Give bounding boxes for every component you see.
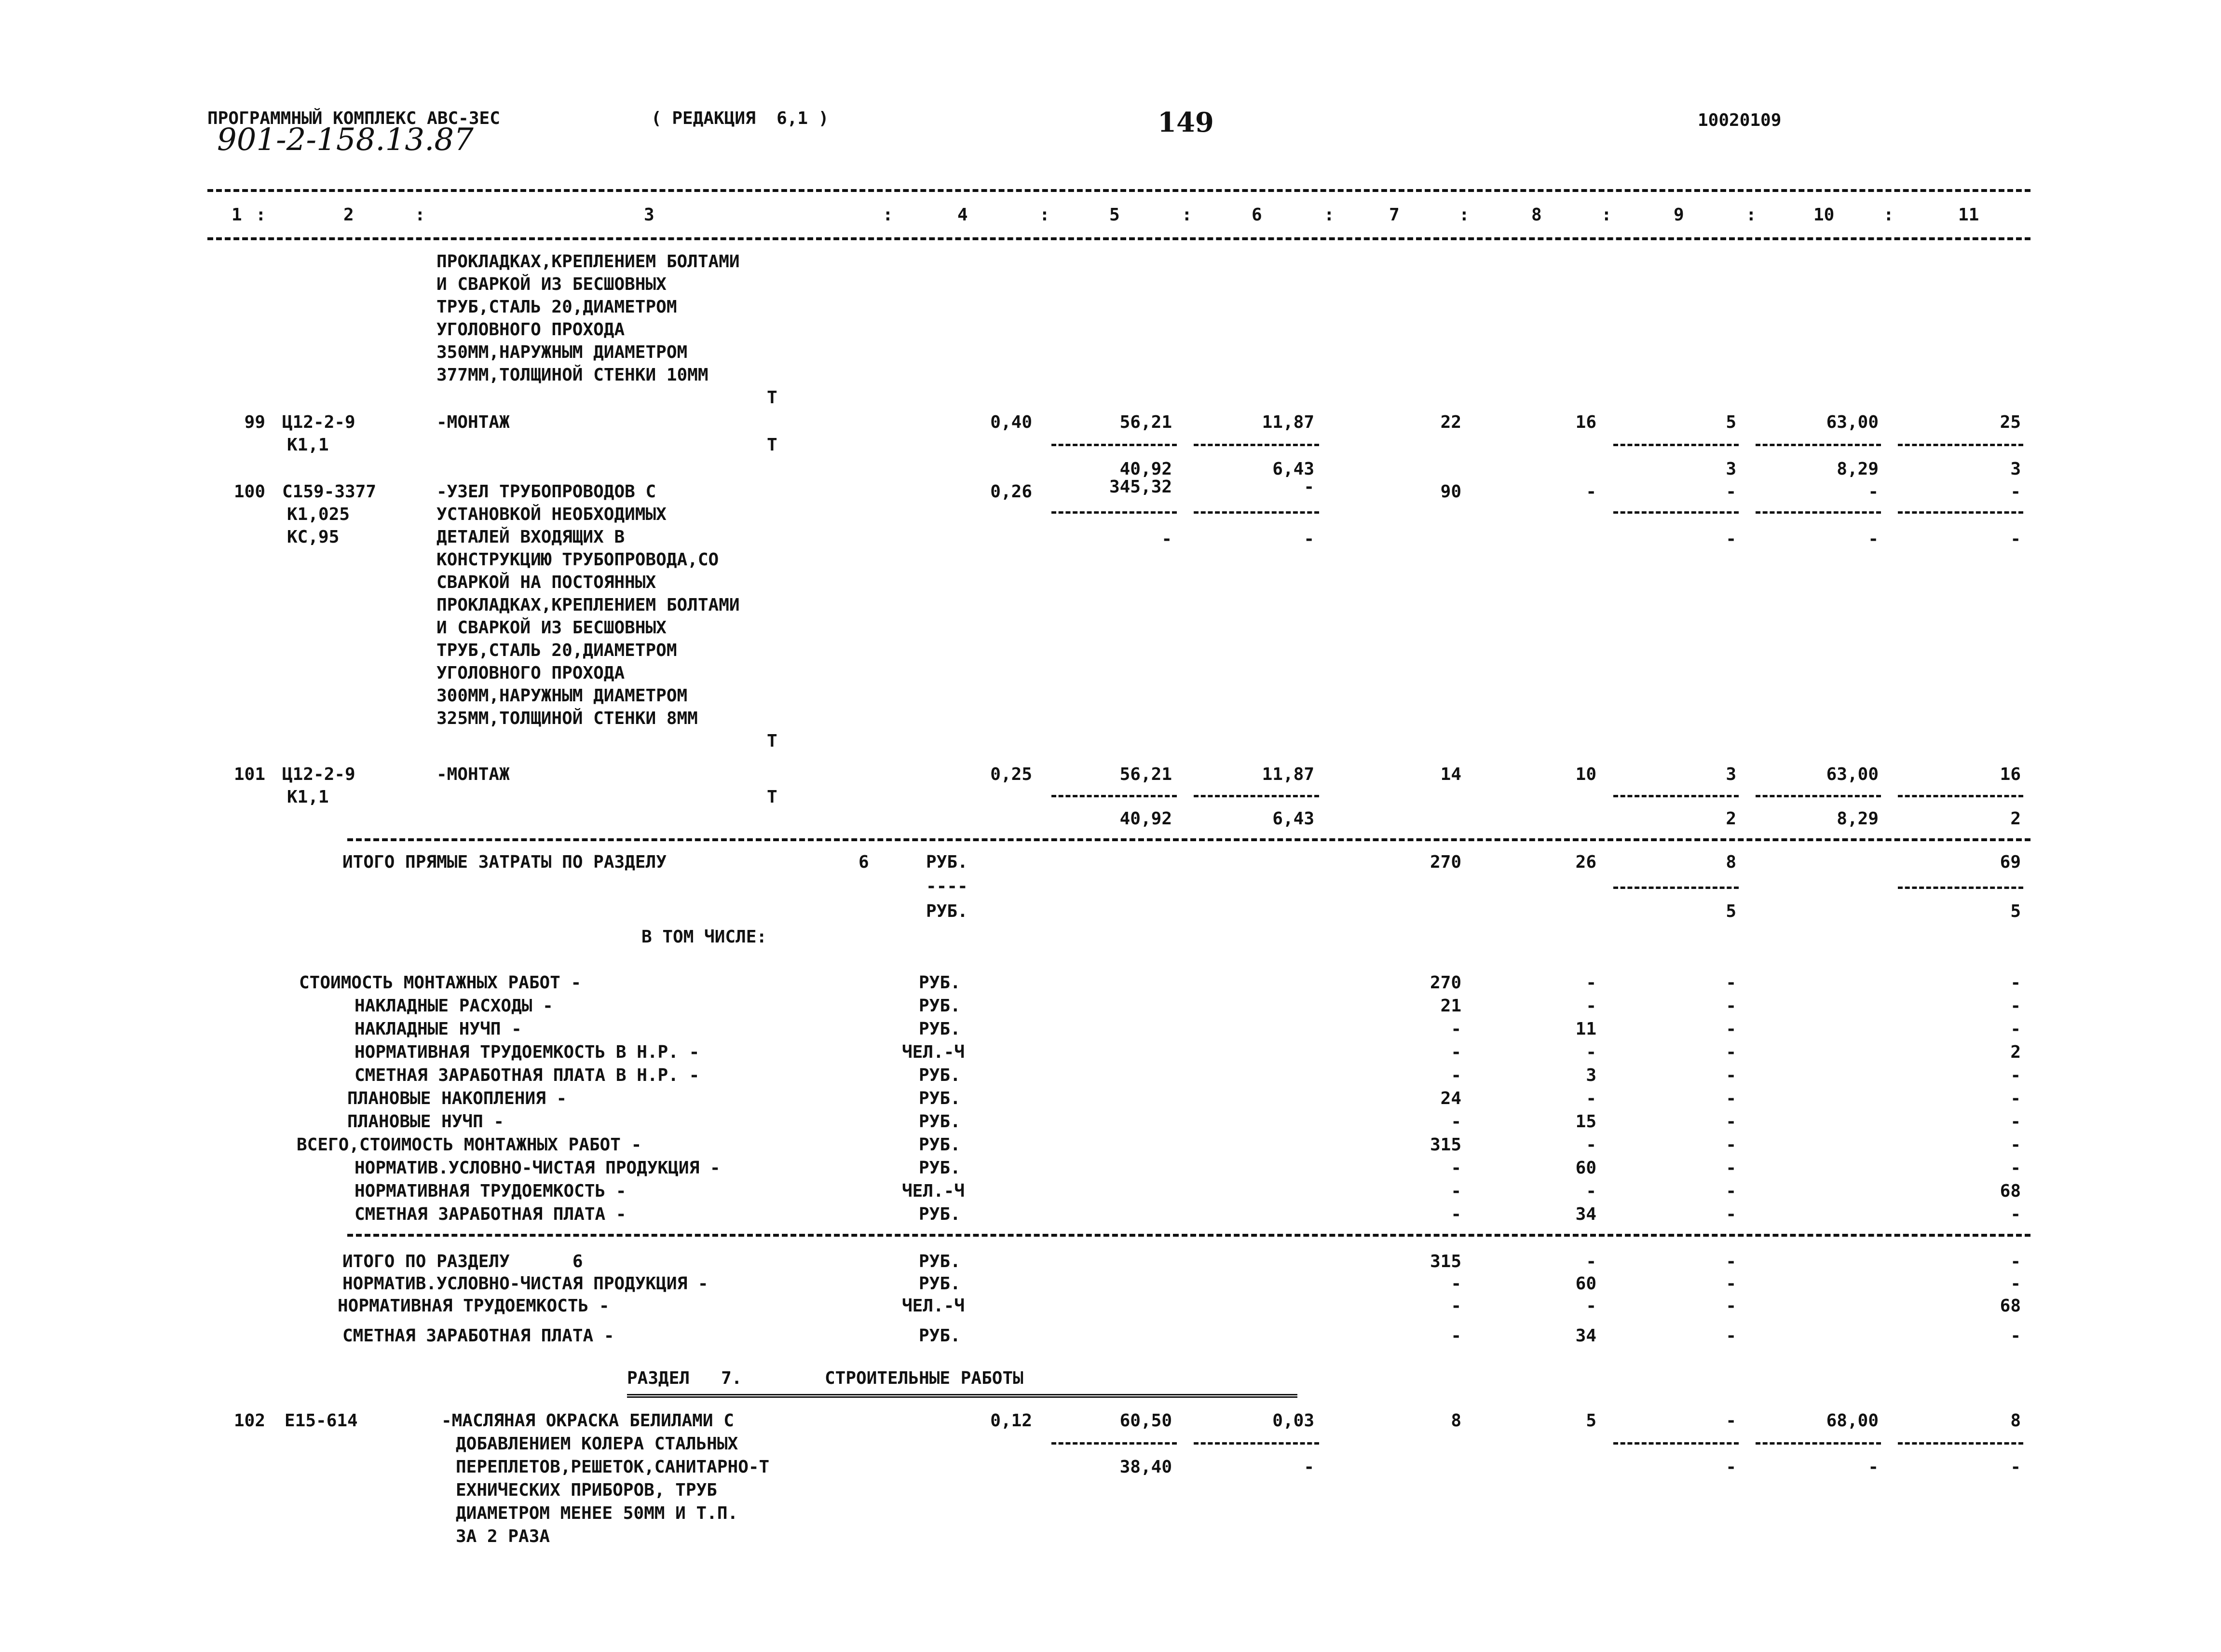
cell-separator xyxy=(1756,511,1881,514)
cell-total-cost: 8 xyxy=(1451,1411,1461,1431)
cell-col10: - xyxy=(1868,482,1879,502)
item-name-line: ПРОКЛАДКАХ,КРЕПЛЕНИЕМ БОЛТАМИ xyxy=(436,595,740,615)
edition-label: ( РЕДАКЦИЯ 6,1 ) xyxy=(651,109,829,128)
cell-unit-cost: 56,21 xyxy=(1119,765,1172,784)
breakdown-label: НАКЛАДНЫЕ НУЧП - xyxy=(354,1019,522,1039)
cell-total-cost: 270 xyxy=(1430,973,1461,993)
cell-unit-cost: 345,32 xyxy=(1109,477,1172,497)
cell-col9: 3 xyxy=(1726,765,1736,784)
section-total-unit: РУБ. xyxy=(919,1326,961,1346)
section-7-label: РАЗДЕЛ 7. xyxy=(627,1368,742,1388)
col-divider: : xyxy=(1746,205,1757,225)
cell-col9: - xyxy=(1726,1296,1736,1316)
cell-separator xyxy=(1898,795,2023,797)
cell-col11: 8 xyxy=(2010,1411,2021,1431)
cell-col9: - xyxy=(1726,1065,1736,1085)
cell-separator xyxy=(1613,511,1739,514)
cell-wages: 60 xyxy=(1575,1158,1596,1178)
total-unit: РУБ. xyxy=(926,852,968,872)
item-name: -МОНТАЖ xyxy=(436,765,510,784)
cell-col10: 63,00 xyxy=(1826,412,1879,432)
breakdown-unit: РУБ. xyxy=(919,1204,961,1224)
item-name-line: КОНСТРУКЦИЮ ТРУБОПРОВОДА,СО xyxy=(436,550,719,570)
cell-col11: - xyxy=(2010,1204,2021,1224)
cell-total-cost: 21 xyxy=(1440,996,1461,1016)
description-line: 350ММ,НАРУЖНЫМ ДИАМЕТРОМ xyxy=(436,342,688,362)
cell-col11: - xyxy=(2010,1065,2021,1085)
cell-total-cost: 315 xyxy=(1430,1135,1461,1155)
cell-col11-sub: 2 xyxy=(2010,809,2021,829)
breakdown-unit: РУБ. xyxy=(919,1158,961,1178)
cell-col11: 69 xyxy=(2000,852,2021,872)
item-name-line: ЗА 2 РАЗА xyxy=(456,1527,550,1546)
cell-col11: 68 xyxy=(2000,1296,2021,1316)
item-name-line: ТРУБ,СТАЛЬ 20,ДИАМЕТРОМ xyxy=(436,641,677,660)
cell-col9: - xyxy=(1726,996,1736,1016)
breakdown-label: НОРМАТИВНАЯ ТРУДОЕМКОСТЬ В Н.Р. - xyxy=(354,1042,700,1062)
cell-total-cost: - xyxy=(1451,1181,1461,1201)
cell-separator xyxy=(1051,795,1177,797)
cell-separator xyxy=(1051,444,1177,446)
cell-col9: 8 xyxy=(1726,852,1736,872)
cell-col9: - xyxy=(1726,482,1736,502)
cell-separator xyxy=(1898,1442,2023,1445)
cell-total-cost: - xyxy=(1451,1204,1461,1224)
cell-col11: 25 xyxy=(2000,412,2021,432)
cell-separator xyxy=(1756,795,1881,797)
cell-wages: - xyxy=(1586,482,1596,502)
coefficient: К1,025 xyxy=(287,505,350,524)
coefficient: К1,1 xyxy=(287,435,329,455)
cell-total-cost: - xyxy=(1451,1274,1461,1294)
cell-col9: - xyxy=(1726,973,1736,993)
cell-machine-cost-wage: - xyxy=(1304,1457,1314,1477)
header-rule-bottom xyxy=(207,237,2030,240)
program-title: ПРОГРАММНЫЙ КОМПЛЕКС АВС-3ЕС xyxy=(207,109,500,128)
cell-wages: - xyxy=(1586,973,1596,993)
cell-col9: - xyxy=(1726,1411,1736,1431)
breakdown-label: СТОИМОСТЬ МОНТАЖНЫХ РАБОТ - xyxy=(299,973,582,993)
cell-col9-sub: 5 xyxy=(1726,901,1736,921)
cell-wages: 11 xyxy=(1575,1019,1596,1039)
norm-code: Ц12-2-9 xyxy=(282,765,355,784)
cell-col10-sub: 8,29 xyxy=(1837,459,1879,479)
cell-unit-cost-wage: 40,92 xyxy=(1119,809,1172,829)
cell-col11: - xyxy=(2010,1019,2021,1039)
item-name: -МОНТАЖ xyxy=(436,412,510,432)
cell-total-cost: - xyxy=(1451,1019,1461,1039)
cell-wages: 10 xyxy=(1575,765,1596,784)
cell-col11: 68 xyxy=(2000,1181,2021,1201)
cell-col11: - xyxy=(2010,996,2021,1016)
section-total-label: НОРМАТИВ.УСЛОВНО-ЧИСТАЯ ПРОДУКЦИЯ - xyxy=(342,1274,709,1294)
col-header-2: 2 xyxy=(343,205,354,225)
cell-col10: 68,00 xyxy=(1826,1411,1879,1431)
cell-col9: - xyxy=(1726,1204,1736,1224)
cell-col10-sub: - xyxy=(1868,529,1879,549)
cell-unit-cost-wage: 38,40 xyxy=(1119,1457,1172,1477)
row-number: 102 xyxy=(233,1411,265,1431)
col-divider: : xyxy=(1324,205,1335,225)
cell-wages: - xyxy=(1586,1089,1596,1108)
cell-col10-sub: - xyxy=(1868,1457,1879,1477)
cell-separator xyxy=(1898,887,2023,889)
cell-wages: 3 xyxy=(1586,1065,1596,1085)
cell-col11: - xyxy=(2010,1158,2021,1178)
col-header-4: 4 xyxy=(957,205,968,225)
cell-unit-cost: 56,21 xyxy=(1119,412,1172,432)
cell-separator xyxy=(1898,444,2023,446)
cell-separator xyxy=(1613,795,1739,797)
cell-unit-cost: 60,50 xyxy=(1119,1411,1172,1431)
col-header-5: 5 xyxy=(1109,205,1120,225)
col-header-11: 11 xyxy=(1958,205,1979,225)
header-rule-top xyxy=(207,189,2030,192)
row-number: 100 xyxy=(233,482,265,502)
cell-col9: 5 xyxy=(1726,412,1736,432)
cell-quantity: 0,40 xyxy=(990,412,1032,432)
cell-machine-cost-wage: 6,43 xyxy=(1272,809,1314,829)
breakdown-unit: РУБ. xyxy=(919,996,961,1016)
cell-col11: - xyxy=(2010,482,2021,502)
section-total-unit: РУБ. xyxy=(919,1252,961,1271)
cell-total-cost: - xyxy=(1451,1326,1461,1346)
section-total-unit: ЧЕЛ.-Ч xyxy=(902,1296,965,1316)
cell-machine-cost: 11,87 xyxy=(1262,765,1314,784)
breakdown-label: НАКЛАДНЫЕ РАСХОДЫ - xyxy=(354,996,553,1016)
cell-col10-sub: 8,29 xyxy=(1837,809,1879,829)
description-line: ТРУБ,СТАЛЬ 20,ДИАМЕТРОМ xyxy=(436,297,677,317)
cell-quantity: 0,12 xyxy=(990,1411,1032,1431)
col-divider: : xyxy=(256,205,266,225)
in-that-number-heading: В ТОМ ЧИСЛЕ: xyxy=(641,927,767,947)
cell-col9: - xyxy=(1726,1135,1736,1155)
cell-quantity: 0,26 xyxy=(990,482,1032,502)
section-total-label: НОРМАТИВНАЯ ТРУДОЕМКОСТЬ - xyxy=(338,1296,610,1316)
cell-col11-sub: - xyxy=(2010,529,2021,549)
cell-separator xyxy=(1613,1442,1739,1445)
breakdown-unit: ЧЕЛ.-Ч xyxy=(902,1042,965,1062)
cell-machine-cost: 11,87 xyxy=(1262,412,1314,432)
cell-col11: - xyxy=(2010,973,2021,993)
item-name-line: ЕХНИЧЕСКИХ ПРИБОРОВ, ТРУБ xyxy=(456,1480,717,1500)
norm-code: С159-3377 xyxy=(282,482,377,502)
total-section-number: 6 xyxy=(858,852,869,872)
cell-wages: - xyxy=(1586,1042,1596,1062)
cell-total-cost: - xyxy=(1451,1042,1461,1062)
cell-wages: - xyxy=(1586,1296,1596,1316)
cell-col11-sub: - xyxy=(2010,1457,2021,1477)
cell-col9: - xyxy=(1726,1181,1736,1201)
cell-total-cost: - xyxy=(1451,1112,1461,1132)
cell-col11: - xyxy=(2010,1135,2021,1155)
cell-separator xyxy=(1051,1442,1177,1445)
cell-total-cost: - xyxy=(1451,1065,1461,1085)
total-unit: РУБ. xyxy=(926,901,968,921)
cell-col11: - xyxy=(2010,1326,2021,1346)
col-divider: : xyxy=(1601,205,1612,225)
norm-code: Ц12-2-9 xyxy=(282,412,355,432)
breakdown-label: СМЕТНАЯ ЗАРАБОТНАЯ ПЛАТА В Н.Р. - xyxy=(354,1065,700,1085)
page-number: 149 xyxy=(1158,107,1214,138)
item-name-line: УСТАНОВКОЙ НЕОБХОДИМЫХ xyxy=(436,505,667,524)
cell-col11: - xyxy=(2010,1089,2021,1108)
cell-col11-sub: 3 xyxy=(2010,459,2021,479)
cell-wages: - xyxy=(1586,1252,1596,1271)
cell-col9: - xyxy=(1726,1158,1736,1178)
item-name-line: 325ММ,ТОЛЩИНОЙ СТЕНКИ 8ММ xyxy=(436,709,698,728)
unit-label: Т xyxy=(767,787,777,807)
cell-wages: - xyxy=(1586,996,1596,1016)
description-line: 377ММ,ТОЛЩИНОЙ СТЕНКИ 10ММ xyxy=(436,365,709,385)
cell-total-cost: 315 xyxy=(1430,1252,1461,1271)
cell-col9: - xyxy=(1726,1252,1736,1271)
cell-wages: 16 xyxy=(1575,412,1596,432)
breakdown-label: ВСЕГО,СТОИМОСТЬ МОНТАЖНЫХ РАБОТ - xyxy=(297,1135,642,1155)
row-number: 99 xyxy=(244,412,265,432)
col-divider: : xyxy=(883,205,893,225)
item-name-line: -МАСЛЯНАЯ ОКРАСКА БЕЛИЛАМИ С xyxy=(441,1411,734,1431)
item-name-line: ДОБАВЛЕНИЕМ КОЛЕРА СТАЛЬНЫХ xyxy=(456,1434,738,1454)
col-divider: : xyxy=(1182,205,1192,225)
item-name-line: УГОЛОВНОГО ПРОХОДА xyxy=(436,663,625,683)
section-7-underline xyxy=(627,1394,1297,1398)
cell-total-cost: 22 xyxy=(1440,412,1461,432)
cell-wages: 34 xyxy=(1575,1326,1596,1346)
section-total-label: ИТОГО ПО РАЗДЕЛУ 6 xyxy=(342,1252,583,1271)
cell-unit-cost-wage: 40,92 xyxy=(1119,459,1172,479)
cell-total-cost: 90 xyxy=(1440,482,1461,502)
cell-machine-cost: - xyxy=(1304,477,1314,497)
col-header-3: 3 xyxy=(644,205,654,225)
breakdown-label: ПЛАНОВЫЕ НУЧП - xyxy=(347,1112,504,1132)
cell-col9: - xyxy=(1726,1042,1736,1062)
description-line: ПРОКЛАДКАХ,КРЕПЛЕНИЕМ БОЛТАМИ xyxy=(436,252,740,272)
coefficient: КС,95 xyxy=(287,527,340,547)
cell-wages: 34 xyxy=(1575,1204,1596,1224)
cell-col11: 16 xyxy=(2000,765,2021,784)
cell-separator xyxy=(1613,444,1739,446)
cell-wages: 15 xyxy=(1575,1112,1596,1132)
col-divider: : xyxy=(415,205,425,225)
cell-col9: - xyxy=(1726,1112,1736,1132)
cell-unit-cost-wage: - xyxy=(1161,529,1172,549)
cell-col9: - xyxy=(1726,1326,1736,1346)
cell-col11-sub: 5 xyxy=(2010,901,2021,921)
item-name-line: И СВАРКОЙ ИЗ БЕСШОВНЫХ xyxy=(436,618,667,638)
col-divider: : xyxy=(1459,205,1470,225)
cell-separator xyxy=(1051,511,1177,514)
cell-separator xyxy=(1194,1442,1319,1445)
cell-col11: - xyxy=(2010,1112,2021,1132)
cell-wages: - xyxy=(1586,1181,1596,1201)
unit-label: Т xyxy=(767,388,777,408)
col-header-1: 1 xyxy=(232,205,242,225)
cell-total-cost: - xyxy=(1451,1296,1461,1316)
description-line: УГОЛОВНОГО ПРОХОДА xyxy=(436,320,625,340)
cell-col9-sub: 3 xyxy=(1726,459,1736,479)
cell-separator xyxy=(1613,887,1739,889)
cell-col11: - xyxy=(2010,1252,2021,1271)
cell-col11: 2 xyxy=(2010,1042,2021,1062)
handwritten-project-number: 901-2-158.13.87 xyxy=(217,122,474,158)
description-line: И СВАРКОЙ ИЗ БЕСШОВНЫХ xyxy=(436,274,667,294)
cell-machine-cost: 0,03 xyxy=(1272,1411,1314,1431)
cell-wages: 26 xyxy=(1575,852,1596,872)
breakdown-unit: РУБ. xyxy=(919,1112,961,1132)
cell-separator xyxy=(1756,444,1881,446)
col-header-10: 10 xyxy=(1813,205,1835,225)
cell-machine-cost-wage: 6,43 xyxy=(1272,459,1314,479)
cell-col9: - xyxy=(1726,1274,1736,1294)
col-header-9: 9 xyxy=(1674,205,1684,225)
breakdown-unit: РУБ. xyxy=(919,1135,961,1155)
coefficient: К1,1 xyxy=(287,787,329,807)
col-divider: : xyxy=(1883,205,1894,225)
document-code: 10020109 xyxy=(1698,110,1782,130)
cell-separator xyxy=(1898,511,2023,514)
item-name-line: ПЕРЕПЛЕТОВ,РЕШЕТОК,САНИТАРНО-Т xyxy=(456,1457,770,1477)
cell-col11: - xyxy=(2010,1274,2021,1294)
total-label: ИТОГО ПРЯМЫЕ ЗАТРАТЫ ПО РАЗДЕЛУ xyxy=(342,852,667,872)
breakdown-unit: РУБ. xyxy=(919,1065,961,1085)
breakdown-label: СМЕТНАЯ ЗАРАБОТНАЯ ПЛАТА - xyxy=(354,1204,627,1224)
section-total-label: СМЕТНАЯ ЗАРАБОТНАЯ ПЛАТА - xyxy=(342,1326,614,1346)
item-name-line: ДЕТАЛЕЙ ВХОДЯЩИХ В xyxy=(436,527,625,547)
cell-total-cost: 270 xyxy=(1430,852,1461,872)
breakdown-unit: РУБ. xyxy=(919,1089,961,1108)
cell-col9-sub: 2 xyxy=(1726,809,1736,829)
breakdown-label: ПЛАНОВЫЕ НАКОПЛЕНИЯ - xyxy=(347,1089,567,1108)
cell-wages: 5 xyxy=(1586,1411,1596,1431)
cell-separator xyxy=(1194,511,1319,514)
col-divider: : xyxy=(1039,205,1050,225)
row-number: 101 xyxy=(233,765,265,784)
cell-wages: 60 xyxy=(1575,1274,1596,1294)
cell-quantity: 0,25 xyxy=(990,765,1032,784)
cell-separator xyxy=(1194,444,1319,446)
col-header-6: 6 xyxy=(1252,205,1262,225)
section-total-unit: РУБ. xyxy=(919,1274,961,1294)
cell-total-cost: 24 xyxy=(1440,1089,1461,1108)
breakdown-unit: РУБ. xyxy=(919,1019,961,1039)
breakdown-label: НОРМАТИВ.УСЛОВНО-ЧИСТАЯ ПРОДУКЦИЯ - xyxy=(354,1158,721,1178)
cell-col10: 63,00 xyxy=(1826,765,1879,784)
cell-separator xyxy=(1194,795,1319,797)
cell-col9-sub: - xyxy=(1726,529,1736,549)
cell-wages: - xyxy=(1586,1135,1596,1155)
item-name-line: -УЗЕЛ ТРУБОПРОВОДОВ С xyxy=(436,482,656,502)
item-name-line: СВАРКОЙ НА ПОСТОЯННЫХ xyxy=(436,573,656,592)
cell-machine-cost-wage: - xyxy=(1304,529,1314,549)
unit-label: Т xyxy=(767,731,777,751)
item-name-line: 300ММ,НАРУЖНЫМ ДИАМЕТРОМ xyxy=(436,686,688,706)
breakdown-unit: ЧЕЛ.-Ч xyxy=(902,1181,965,1201)
cell-separator xyxy=(1756,1442,1881,1445)
item-name-line: ДИАМЕТРОМ МЕНЕЕ 50ММ И Т.П. xyxy=(456,1503,738,1523)
section-rule xyxy=(347,838,2030,841)
col-header-7: 7 xyxy=(1389,205,1400,225)
section-rule xyxy=(347,1234,2030,1237)
cell-col9-sub: - xyxy=(1726,1457,1736,1477)
norm-code: Е15-614 xyxy=(285,1411,358,1431)
total-unit-separator: ---- xyxy=(926,876,968,896)
cell-total-cost: 14 xyxy=(1440,765,1461,784)
cell-col9: - xyxy=(1726,1089,1736,1108)
breakdown-unit: РУБ. xyxy=(919,973,961,993)
unit-label: Т xyxy=(767,435,777,455)
section-7-title: СТРОИТЕЛЬНЫЕ РАБОТЫ xyxy=(825,1368,1023,1388)
breakdown-label: НОРМАТИВНАЯ ТРУДОЕМКОСТЬ - xyxy=(354,1181,627,1201)
cell-total-cost: - xyxy=(1451,1158,1461,1178)
cell-col9: - xyxy=(1726,1019,1736,1039)
col-header-8: 8 xyxy=(1531,205,1542,225)
